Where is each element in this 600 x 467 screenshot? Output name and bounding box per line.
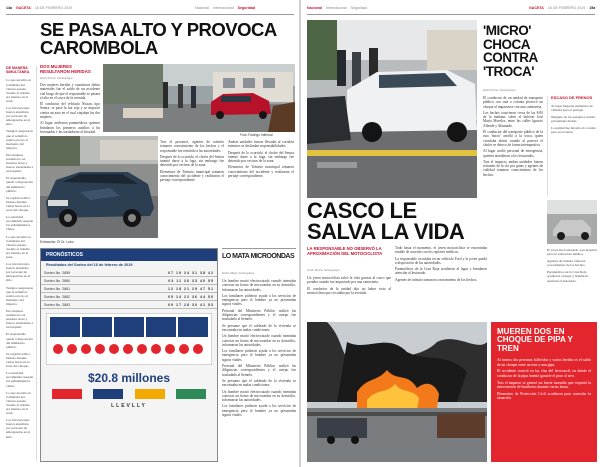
right-section-1: Internacional <box>325 6 347 10</box>
crash-photo <box>40 136 158 238</box>
lottery-row <box>41 277 217 285</box>
sidebar-entry: Lo que sucedió en la mañana del viernes pasado, cuando el tránsito era intenso en la zona. <box>6 78 31 103</box>
sidebar-entry: Se registró tráfico intenso durante varias horas en la zona del choque. <box>6 195 31 213</box>
micro-paragraph: Los hechos ocurrieron cerca de las 8:00 de la mañana, sobre el bulevar José María Morelos, entre las calles Ignacio Allende y Ahumada. <box>483 110 543 128</box>
micro-photo <box>307 20 477 198</box>
second-paragraph: Los familiares pidieron ayuda a los servicios de emergencia pero el hombre ya no presentaba signos vitales. <box>222 293 296 307</box>
casco-body-col1 <box>307 276 391 318</box>
lottery-row-label: Sorteo No. 2861 <box>44 286 71 291</box>
right-section-0: Nacional <box>307 6 322 10</box>
crash-photo-credit: Extracción: El Dr. Lobo <box>40 240 74 244</box>
second-paragraph: Los familiares pidieron ayuda a los servicios de emergencia pero el hombre ya no presentaba signos vitales. <box>222 404 296 418</box>
fire-headline: MUEREN DOS EN CHOQUE DE PIPA Y TREN <box>497 327 573 353</box>
second-paragraph: Un hombre murió electrocutado cuando intentaba conectar un horno de microondas en su domicilio, informaron las autoridades. <box>222 334 296 347</box>
main-paragraph: Al lugar arribaron paramédicos quienes brindaron los primeros auxilios a las lesionadas y las trasladaron al hospital. <box>40 121 100 133</box>
lottery-row <box>41 293 217 301</box>
left-page-number: 14a <box>6 6 12 10</box>
top-photo-credit: Foto: Rodrigo Infiernal <box>240 133 273 137</box>
micro-sidebar-entry: La unidad fue llevada al corralón para su revisión. <box>551 125 596 135</box>
sidebar-entry: Dos mujeres resultaron con lesiones leves y fueron trasladadas a un hospital. <box>6 309 34 330</box>
right-header-sections <box>307 3 367 13</box>
second-byline: Isidro Meza, Somosplaya <box>222 271 255 275</box>
casco-paragraph: Todo hasta el momento, el joven motociclista se encontraba estable de acuerdo con los reportes médicos. <box>395 246 487 255</box>
sidebar-entry: Se registró tráfico intenso durante varias horas en la zona del choque. <box>6 351 31 369</box>
second-paragraph: Los familiares pidieron ayuda a los servicios de emergencia pero el hombre ya no presentaba signos vitales. <box>222 349 296 362</box>
fire-box <box>491 322 597 462</box>
micro-sidebar <box>551 96 597 137</box>
lottery-row-label: Sorteo No. 2862 <box>44 294 71 299</box>
left-section-0: Nacional <box>195 6 209 10</box>
main-paragraph: Elementos de Tránsito municipal tomaron conocimiento del accidente y realizaron el peritaje correspondiente. <box>160 169 224 183</box>
main-body-col2 <box>160 140 224 210</box>
logo-block-icon <box>52 389 82 399</box>
second-paragraph: Personal del Ministerio Público realizó las diligencias correspondientes y el cuerpo fue trasladado al Semefo. <box>222 308 296 322</box>
left-header-sections <box>195 3 255 13</box>
left-header <box>6 3 72 13</box>
casco-byline: Jesús Vieira, Somosplaya <box>307 268 340 272</box>
micro-sidebar-entry: Ninguno de los pasajeros resultó gravemente herido. <box>551 114 596 123</box>
micro-paragraph: Tras el impacto, ambas unidades fueron retiradas de la vía por grúas y agentes de vialidad tomaron conocimiento de los hechos. <box>483 159 543 177</box>
second-paragraph: Un hombre murió electrocutado cuando intentaba conectar un horno de microondas en su domicilio, informaron las autoridades. <box>222 389 296 403</box>
sidebar-entry: Lo que sucedió en la mañana del viernes pasado, cuando el tránsito era intenso en la zona. <box>6 390 31 416</box>
fire-body <box>497 358 591 454</box>
top-photo <box>103 64 295 132</box>
lottery-row-label: Sorteo No. 2860 <box>44 278 71 283</box>
fire-paragraph: Al menos dos personas fallecidas y varios heridos es el saldo de un choque entre un tren y una pipa. <box>497 358 591 367</box>
right-page-number: 15a <box>589 6 596 10</box>
damaged-car-photo <box>40 136 158 238</box>
second-paragraph: Personal del Ministerio Público realizó las diligencias correspondientes y el cuerpo fue trasladado al Semefo. <box>222 364 296 377</box>
lottery-logos <box>41 387 217 401</box>
casco-paragraph: La responsable circulaba en un vehículo Ford y la joven quedó a disposición de las autoridades. <box>395 256 487 265</box>
lottery-row <box>41 285 217 293</box>
main-body-col1 <box>40 83 100 133</box>
main-paragraph: Tras el percance, agentes de tránsito tomaron conocimiento de los hechos y el responsable fue remitido a las autoridades. <box>160 140 224 153</box>
left-page <box>0 0 299 467</box>
second-paragraph: Se presume que el cableado de la vivienda se encontraba en malas condiciones. <box>222 378 296 388</box>
casco-body-col2 <box>395 246 487 318</box>
right-paper-name: GACETA <box>529 6 544 10</box>
sidebar-entry: Lo que sucedió en la mañana del viernes pasado, cuando el tránsito era intenso en la zona. <box>6 234 31 259</box>
left-paper-name: GACETA <box>16 6 31 10</box>
micro-paragraph: El conductor del transporte público de la ruta 'micro' arrolló a la troca, quien circulaba detrás cuando al parecer el chofer se detuvo de forma intempestiva. <box>483 130 543 147</box>
main-byline: Isidro Pérez, Somosplaya <box>40 76 73 80</box>
main-kicker: DOS MUJERES RESULTARON HERIDAS <box>40 64 91 74</box>
bus-truck-photo <box>307 20 477 198</box>
sidebar-divider <box>36 66 37 461</box>
right-section-2: Seguridad <box>350 6 367 10</box>
main-paragraph: Ambas unidades fueron llevadas al corralón mientras se deslindan responsabilidades. <box>228 140 294 149</box>
main-body-col3 <box>228 140 294 210</box>
main-paragraph: Elementos de Tránsito municipal tomaron conocimiento del accidente y realizaron el peritaje correspondiente. <box>228 165 294 179</box>
main-paragraph: Dos mujeres heridas y cuantiosos daños materiales fue el saldo de un accidente vial luego de que el responsable se pasara el alto en el cruce de la avenida. <box>40 83 100 100</box>
fire-paragraph: El accidente ocurrió en las vías del ferrocarril, en donde el conductor de la pipa intentó ganarle el paso al tren. <box>497 369 591 378</box>
lottery-grid <box>41 309 217 369</box>
sidebar-text <box>6 78 34 441</box>
sidebar-entry: La autoridad recomienda respetar los señalamientos viales. <box>6 371 34 388</box>
lottery-row <box>41 301 217 309</box>
lottery-row <box>41 269 217 277</box>
lottery-row-value: 12 18 21 29 47 51 <box>168 286 214 291</box>
casco-paragraph: Paramédicos de la Cruz Roja acudieron al lugar y brindaron atención al lesionado. <box>395 267 487 276</box>
second-paragraph: Se presume que el cableado de la vivienda se encontraba en malas condiciones. <box>222 323 296 332</box>
main-paragraph: Después de lo ocurrido, el chofer del Sentra intentó darse a la fuga, sin embargo fue detenido por vecinos de la zona. <box>228 150 294 164</box>
micro-sidebar-kicker: ESCASO DE FRENOS <box>551 95 593 100</box>
logo-block-icon <box>135 389 165 399</box>
sidebar-entry: Los involucrados fueron atendidos por personal de emergencias en el sitio. <box>6 105 31 127</box>
small-text-entry: Agentes de tránsito tomaron conocimiento de los hechos. <box>547 259 586 268</box>
sidebar-entry: Los involucrados fueron atendidos por personal de emergencias en el sitio. <box>6 418 31 439</box>
lottery-row-value: 09 17 28 30 41 53 <box>168 302 214 307</box>
lottery-row-value: 03 11 26 33 40 55 <box>168 278 214 283</box>
fire-photo <box>307 322 487 462</box>
casco-paragraph: El conductor de la unidad dijo no haber visto al motociclista que circulaba por la avenida. <box>307 286 391 295</box>
casco-paragraph: Agentes de tránsito tomaron conocimiento de los hechos. <box>395 277 478 282</box>
lottery-row-label: Sorteo No. 2859 <box>44 270 71 275</box>
train-fire-photo <box>307 322 487 462</box>
micro-sidebar-text <box>551 104 597 138</box>
accident-small-photo <box>547 200 597 244</box>
lottery-ad <box>40 248 218 462</box>
main-paragraph: El conductor del vehículo Nissan, tipo Sentra, se pasó la luz roja y se impactó contra un auto en el cual viajaban las dos mujeres. <box>40 102 100 120</box>
micro-sidebar-divider <box>547 96 548 196</box>
sidebar-entry: Los involucrados fueron atendidos por personal de emergencias en el sitio. <box>6 262 31 283</box>
left-section-2: Seguridad <box>237 6 256 10</box>
right-header <box>529 3 595 13</box>
main-paragraph: Después de lo ocurrido, el chofer del Sentra intentó darse a la fuga, sin embargo fue detenido por vecinos de la zona. <box>160 154 224 168</box>
small-text-entry: Paramédicos de la Cruz Roja acudieron al lugar y brindaron atención al lesionado. <box>547 270 589 283</box>
lottery-jackpot: $20.8 millones <box>87 371 171 385</box>
small-photo-1 <box>547 200 597 244</box>
street-scene-photo <box>103 64 295 132</box>
fire-paragraph: Tras el impacto se generó un fuerte incendio que requirió la intervención de bomberos durante varias horas. <box>497 380 591 390</box>
fire-paragraph: Elementos de Protección Civil acudieron para controlar la situación. <box>497 391 591 401</box>
lottery-title: PRONÓSTICOS <box>41 249 217 261</box>
left-section-1: Internacional <box>212 6 234 10</box>
casco-kicker: LA RESPONSABLE NO OBSERVÓ LA APROXIMACIÓN DEL MOTOCICLISTA <box>307 246 383 256</box>
right-date: 16 DE FEBRERO 2019 <box>547 6 586 10</box>
second-paragraph: Un hombre murió electrocutado cuando intentaba conectar un horno de microondas en su domicilio, informaron las autoridades. <box>222 279 296 292</box>
left-date: 16 DE FEBRERO 2019 <box>34 6 73 10</box>
micro-paragraph: Al lugar arribó personal de emergencia, quienes atendieron a los lesionados. <box>483 149 543 158</box>
second-headline: LO MATA MICROONDAS <box>222 253 295 260</box>
lottery-footer: LLEVLLY <box>111 403 147 409</box>
sidebar-entry: Testigos aseguraron que el semáforo estaba en rojo al momento del impacto. <box>6 285 33 306</box>
micro-sidebar-entry: Al lugar llegaron elementos de vialidad para el peritaje. <box>551 103 593 112</box>
lottery-row-value: 07 19 24 31 38 42 <box>168 270 214 275</box>
lottery-number-grid <box>46 313 212 365</box>
small-photo-text <box>547 248 597 312</box>
small-text-entry: El joven fue trasladado a un hospital para su valoración médica. <box>547 248 597 257</box>
logo-block-icon <box>176 389 206 399</box>
sidebar-entry: Testigos aseguraron que el semáforo estaba en rojo al momento del impacto. <box>6 129 33 150</box>
lottery-row-value: 05 14 22 36 44 50 <box>168 294 214 299</box>
left-header-rule <box>6 14 294 15</box>
casco-paragraph: Un joven motociclista salvó la vida gracias al casco que portaba cuando fue impactado por una camioneta. <box>307 276 391 285</box>
micro-headline: 'MICRO' CHOCA CONTRA 'TROCA' <box>483 23 538 79</box>
logo-block-icon <box>93 389 123 399</box>
main-headline: SE PASA ALTO Y PROVOCA CAROMBOLA <box>40 19 277 58</box>
sidebar-kicker: DE MANERA SIMULTÁNEA <box>6 66 30 75</box>
lottery-row-label: Sorteo No. 2863 <box>44 302 71 307</box>
sidebar-entry: La autoridad recomienda respetar los señalamientos viales. <box>6 215 34 232</box>
lottery-subtitle: Resultados del Sorteo del 16 de febrero de 2019 <box>46 263 133 267</box>
left-sidebar <box>6 66 34 442</box>
micro-byline: Isidro Pérez, Somosplaya <box>483 88 516 92</box>
sidebar-entry: El responsable quedó a disposición del ministerio público. <box>6 176 33 193</box>
right-header-rule <box>307 14 595 15</box>
micro-body <box>483 96 543 196</box>
sidebar-entry: El responsable quedó a disposición del ministerio público. <box>6 332 33 349</box>
sidebar-entry: Dos mujeres resultaron con lesiones leves y fueron trasladadas a un hospital. <box>6 152 34 174</box>
second-body <box>222 279 296 459</box>
right-page <box>301 0 600 467</box>
casco-headline: CASCO LE SALVA LA VIDA <box>307 198 465 244</box>
micro-paragraph: El conductor de un unidad de transporte público con ruta a colonia provocó un choque al impactarse con una camioneta. <box>483 96 543 109</box>
second-story-rule <box>222 248 296 249</box>
